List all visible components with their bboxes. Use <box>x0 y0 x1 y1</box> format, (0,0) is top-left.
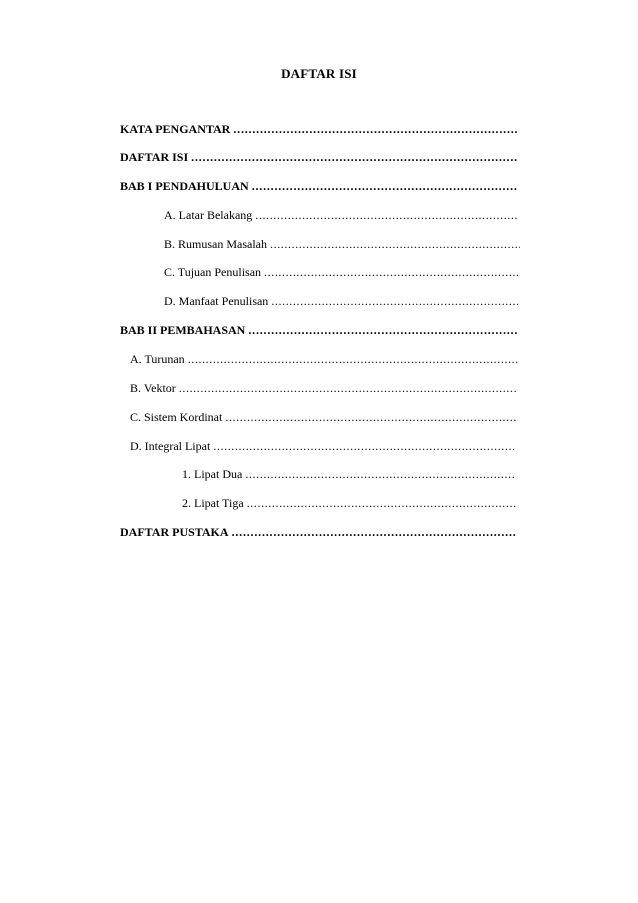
toc-entry-label: DAFTAR ISI <box>120 150 189 164</box>
toc-entry-vektor <box>130 380 518 396</box>
page-title: DAFTAR ISI <box>281 66 357 81</box>
toc-entry-manfaat-penulisan <box>164 293 518 309</box>
toc-leader-dots <box>213 438 514 454</box>
toc-entry-lipat-tiga <box>182 495 516 511</box>
toc-leader-dots <box>232 524 516 540</box>
toc-entry-label: C. Tujuan Penulisan <box>164 265 262 279</box>
toc-entry-label: A. Latar Belakang <box>164 208 253 222</box>
toc-leader-dots <box>233 121 518 137</box>
toc-entry-label: B. Rumusan Masalah <box>164 237 267 251</box>
toc-entry-integral-lipat <box>130 438 514 454</box>
toc-entry-label: B. Vektor <box>130 381 176 395</box>
toc-leader-dots <box>188 351 518 367</box>
toc-entry-label: BAB II PEMBAHASAN <box>120 323 246 337</box>
toc-entry-bab-1 <box>120 178 518 194</box>
toc-entry-label: A. Turunan <box>130 352 185 366</box>
toc-entry-lipat-dua <box>182 466 516 482</box>
toc-leader-dots <box>247 495 516 511</box>
toc-entry-turunan <box>130 351 518 367</box>
toc-leader-dots <box>248 322 518 338</box>
toc-entry-daftar-isi <box>120 149 518 165</box>
toc-leader-dots <box>255 207 518 223</box>
toc-entry-kata-pengantar <box>120 121 518 137</box>
toc-entry-sistem-kordinat <box>130 409 518 425</box>
toc-leader-dots <box>264 264 518 280</box>
toc-entry-label: 2. Lipat Tiga <box>182 496 244 510</box>
toc-entry-label: C. Sistem Kordinat <box>130 410 223 424</box>
toc-entry-label: DAFTAR PUSTAKA <box>120 525 229 539</box>
toc-entry-latar-belakang <box>164 207 518 223</box>
toc-leader-dots <box>245 466 516 482</box>
toc-leader-dots <box>252 178 518 194</box>
toc-entry-label: 1. Lipat Dua <box>182 467 243 481</box>
toc-entry-label: D. Integral Lipat <box>130 439 211 453</box>
toc-leader-dots <box>191 149 518 165</box>
toc-leader-dots <box>270 236 520 252</box>
toc-entry-daftar-pustaka <box>120 524 516 540</box>
toc-leader-dots <box>271 293 518 309</box>
toc-entry-label: D. Manfaat Penulisan <box>164 294 269 308</box>
toc-entry-rumusan-masalah <box>164 236 520 252</box>
toc-leader-dots <box>179 380 518 396</box>
toc-entry-bab-2 <box>120 322 518 338</box>
toc-entry-label: KATA PENGANTAR <box>120 122 231 136</box>
toc-entry-label: BAB I PENDAHULUAN <box>120 179 249 193</box>
toc-leader-dots <box>225 409 518 425</box>
toc-entry-tujuan-penulisan <box>164 264 518 280</box>
